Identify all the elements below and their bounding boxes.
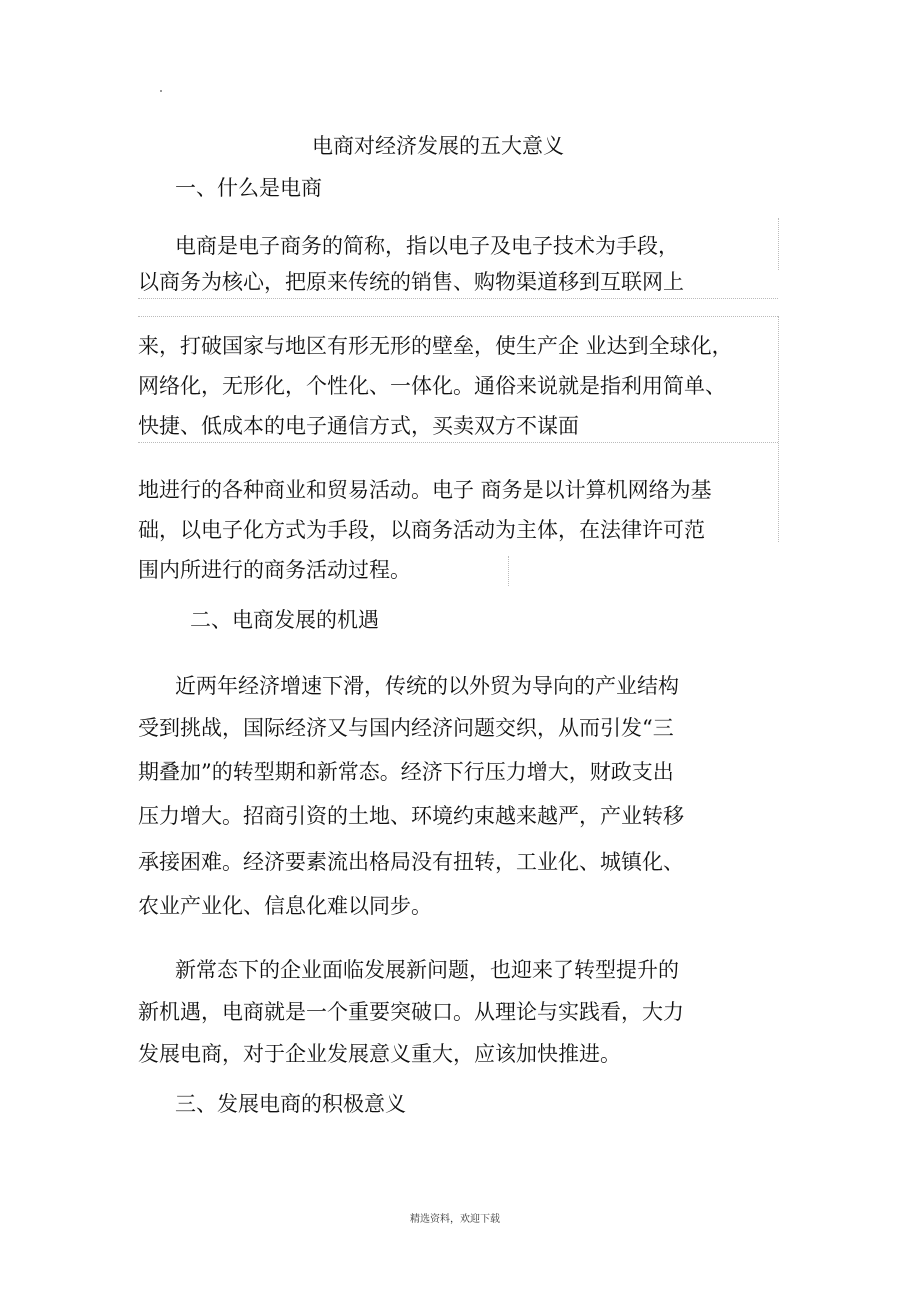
frame-line <box>778 218 779 270</box>
frame-line <box>138 442 778 443</box>
section-heading: 一、什么是电商 <box>175 176 322 200</box>
page-footer: 精选资料，欢迎下载 <box>410 1214 500 1225</box>
frame-line <box>778 316 779 542</box>
paragraph-line: 以商务为核心，把原来传统的销售、购物渠道移到互联网上 <box>138 270 684 294</box>
paragraph-line: 近两年经济增速下滑，传统的以外贸为导向的产业结构 <box>175 674 679 698</box>
page-title: 电商对经济发展的五大意义 <box>312 134 564 158</box>
paragraph-line: 新常态下的企业面临发展新问题，也迎来了转型提升的 <box>175 958 679 982</box>
paragraph-line: 地进行的各种商业和贸易活动。电子 商务是以计算机网络为基 <box>138 478 712 502</box>
scan-dot <box>160 90 162 92</box>
paragraph-line: 来，打破国家与地区有形无形的壁垒，使生产企 业达到全球化， <box>138 334 733 358</box>
paragraph-line: 新机遇，电商就是一个重要突破口。从理论与实践看，大力 <box>138 1000 684 1024</box>
paragraph-line: 快捷、低成本的电子通信方式，买卖双方不谋面 <box>138 414 579 438</box>
section-heading: 二、电商发展的机遇 <box>190 608 379 632</box>
paragraph-line: 网络化，无形化，个性化、一体化。通俗来说就是指利用简单、 <box>138 374 726 398</box>
paragraph-line: 承接困难。经济要素流出格局没有扭转，工业化、城镇化、 <box>138 850 684 874</box>
paragraph-line: 受到挑战，国际经济又与国内经济问题交织，从而引发“三 <box>138 716 674 740</box>
paragraph-line: 础，以电子化方式为手段，以商务活动为主体，在法律许可范 <box>138 518 705 542</box>
frame-line <box>138 298 778 299</box>
paragraph-line: 压力增大。招商引资的土地、环境约束越来越严，产业转移 <box>138 804 684 828</box>
paragraph-line: 期叠加”的转型期和新常态。经济下行压力增大，财政支出 <box>138 760 674 784</box>
paragraph-line: 农业产业化、信息化难以同步。 <box>138 894 432 918</box>
frame-line <box>508 556 509 586</box>
paragraph-line: 发展电商，对于企业发展意义重大，应该加快推进。 <box>138 1042 621 1066</box>
paragraph-line: 电商是电子商务的简称，指以电子及电子技术为手段， <box>175 234 679 258</box>
paragraph-line: 围内所进行的商务活动过程。 <box>138 558 411 582</box>
frame-line <box>138 316 778 317</box>
section-heading: 三、发展电商的积极意义 <box>175 1092 406 1116</box>
